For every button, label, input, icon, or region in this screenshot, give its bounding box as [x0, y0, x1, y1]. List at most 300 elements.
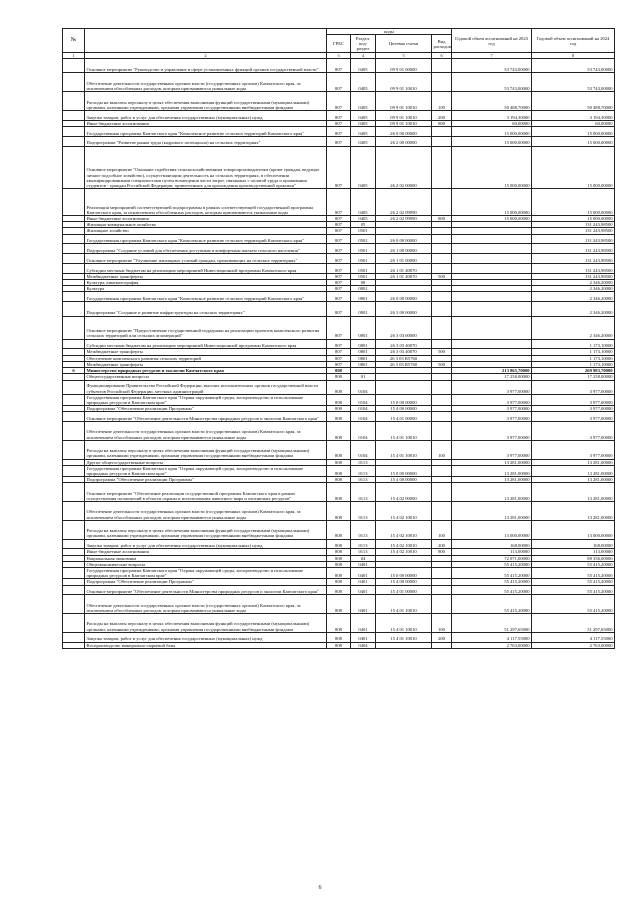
row-amount-2023: [452, 264, 532, 274]
row-amount-2023: 2 763,00000: [452, 642, 532, 648]
index-cell: 6: [432, 53, 452, 59]
row-razdel: 0113: [351, 483, 376, 502]
row-number: [63, 254, 85, 264]
row-amount-2023: [452, 339, 532, 349]
row-razdel: 0801: [351, 286, 376, 292]
row-number: [63, 412, 85, 422]
row-expense-type: [432, 394, 452, 405]
row-razdel: 0501: [351, 254, 376, 264]
row-amount-2024: 50 488,70000: [532, 92, 615, 111]
row-expense-type: [432, 234, 452, 244]
row-expense-type: [432, 302, 452, 316]
row-amount-2023: 13 281,00000: [452, 459, 532, 465]
row-amount-2023: 13 281,00000: [452, 502, 532, 521]
row-name: Обеспечение комплексного развития сельских территорий: [85, 355, 327, 361]
row-expense-type: 200: [432, 632, 452, 642]
row-amount-2024: 55 415,20000: [532, 561, 615, 567]
table-row: [63, 394, 615, 405]
row-amount-2023: 3 977,00000: [452, 422, 532, 441]
table-row: [63, 339, 615, 349]
row-amount-2024: 55 415,20000: [532, 567, 615, 578]
row-name: Межбюджетные трансферты: [85, 361, 327, 367]
row-grbs: 808: [327, 520, 351, 539]
row-razdel: 0401: [351, 567, 376, 578]
table-row: [63, 73, 615, 92]
row-razdel: 08: [351, 280, 376, 286]
row-grbs: 808: [327, 380, 351, 394]
row-target-article: 15 4 02 10010: [376, 520, 432, 539]
row-grbs: 807: [327, 73, 351, 92]
row-razdel: 0405: [351, 126, 376, 136]
row-expense-type: 500: [432, 361, 452, 367]
row-amount-2024: 131 243,98500: [532, 228, 615, 234]
row-name: Иные бюджетные ассигнования: [85, 216, 327, 222]
row-target-article: 15 4 01 10010: [376, 614, 432, 633]
row-razdel: 0401: [351, 614, 376, 633]
row-target-article: 15 4 01 10010: [376, 422, 432, 441]
row-grbs: 808: [327, 549, 351, 555]
row-grbs: 808: [327, 422, 351, 441]
table-row: [63, 244, 615, 254]
row-name: Общеэкономические вопросы: [85, 561, 327, 567]
table-row: [63, 59, 615, 73]
row-grbs: 808: [327, 368, 351, 374]
row-grbs: 807: [327, 146, 351, 189]
row-target-article: 26 3 03 40070: [376, 339, 432, 349]
row-name: Другие общегосударственные вопросы: [85, 459, 327, 465]
row-expense-type: [432, 244, 452, 254]
row-name: Государственная программа Камчатского края "Охрана окружающей среды, воспроизводство и использование природных ресурсов в Камчатском крае": [85, 567, 327, 578]
row-number: [63, 632, 85, 642]
row-amount-2024: 15 000,00000: [532, 136, 615, 146]
row-amount-2024: 13 281,00000: [532, 459, 615, 465]
table-row: [63, 136, 615, 146]
row-amount-2023: 55 415,20000: [452, 567, 532, 578]
index-cell: 4: [351, 53, 376, 59]
row-grbs: 808: [327, 567, 351, 578]
row-target-article: 26 1 00 00000: [376, 244, 432, 254]
row-amount-2024: 2 346,20000: [532, 280, 615, 286]
row-grbs: 807: [327, 126, 351, 136]
row-name: Обеспечение деятельности государственных органов власти (государственных органов) Камчатского края, за исключением обособленных расходов, которым присваиваются уникальные коды: [85, 73, 327, 92]
row-razdel: 0801: [351, 302, 376, 316]
row-razdel: 0405: [351, 120, 376, 126]
row-target-article: 15 0 00 00000: [376, 567, 432, 578]
row-grbs: 808: [327, 477, 351, 483]
table-row: [63, 567, 615, 578]
row-target-article: 15 4 02 10010: [376, 549, 432, 555]
row-razdel: 0405: [351, 136, 376, 146]
row-grbs: 807: [327, 189, 351, 216]
row-razdel: 0404: [351, 642, 376, 648]
index-cell: 7: [452, 53, 532, 59]
row-grbs: 808: [327, 412, 351, 422]
row-expense-type: 500: [432, 349, 452, 355]
row-name: Обеспечение деятельности государственных органов власти (государственных органов) Камчатского края, за исключением обособленных расходов, которым присваиваются уникальные коды: [85, 422, 327, 441]
row-amount-2024: 131 243,98500: [532, 244, 615, 254]
row-amount-2023: [452, 244, 532, 254]
row-razdel: 0501: [351, 264, 376, 274]
row-expense-type: 500: [432, 273, 452, 279]
row-amount-2023: 3 977,00000: [452, 380, 532, 394]
table-row: [63, 632, 615, 642]
row-grbs: 807: [327, 349, 351, 355]
row-razdel: 0113: [351, 502, 376, 521]
row-expense-type: [432, 339, 452, 349]
row-number: [63, 380, 85, 394]
row-razdel: 0501: [351, 244, 376, 254]
row-number: [63, 189, 85, 216]
row-name: Функционирование Правительства Российской Федерации, высших исполнительных органов государственной власти субъектов Российской Федерации, местных администраций: [85, 380, 327, 394]
row-expense-type: [432, 585, 452, 595]
row-expense-type: [432, 73, 452, 92]
row-amount-2024: 2 763,00000: [532, 642, 615, 648]
row-name: Воспроизводство минерально-сырьевой базы: [85, 642, 327, 648]
row-expense-type: [432, 136, 452, 146]
row-razdel: 0501: [351, 228, 376, 234]
row-razdel: 0405: [351, 189, 376, 216]
row-amount-2024: 131 243,98500: [532, 234, 615, 244]
row-name: Жилищное хозяйство: [85, 228, 327, 234]
row-name: Закупка товаров, работ и услуг для обеспечения государственных (муниципальных) нужд: [85, 632, 327, 642]
row-target-article: 15 4 00 00000: [376, 579, 432, 585]
row-expense-type: 100: [432, 614, 452, 633]
table-row: [63, 264, 615, 274]
row-amount-2024: 15 000,00000: [532, 216, 615, 222]
row-grbs: 807: [327, 222, 351, 228]
row-razdel: 0113: [351, 539, 376, 549]
row-razdel: 0401: [351, 595, 376, 614]
row-razdel: 01: [351, 374, 376, 380]
row-amount-2023: 53 743,00000: [452, 59, 532, 73]
row-razdel: 05: [351, 222, 376, 228]
row-grbs: 808: [327, 642, 351, 648]
row-expense-type: [432, 146, 452, 189]
row-grbs: 808: [327, 406, 351, 412]
row-razdel: 04: [351, 555, 376, 561]
row-number: [63, 440, 85, 459]
row-amount-2024: 2 346,20000: [532, 316, 615, 339]
row-amount-2024: 269 983,70000: [532, 368, 615, 374]
row-expense-type: 100: [432, 520, 452, 539]
row-target-article: [376, 380, 432, 394]
row-amount-2024: 3 977,00000: [532, 440, 615, 459]
row-number: [63, 394, 85, 405]
row-grbs: 807: [327, 234, 351, 244]
row-amount-2024: 53 743,00000: [532, 59, 615, 73]
row-name: Расходы на выплаты персоналу в целях обеспечения выполнения функций государственными (муниципальными) органами, казенными учреждениями, органами управления государственными внебюджетными фондами: [85, 440, 327, 459]
row-number: [63, 302, 85, 316]
row-amount-2024: 1 173,10000: [532, 339, 615, 349]
row-expense-type: [432, 567, 452, 578]
row-amount-2024: 13 281,00000: [532, 483, 615, 502]
row-name: Государственная программа Камчатского края "Комплексное развитие сельских территорий Камчатского края": [85, 126, 327, 136]
row-target-article: 26 3 00 00000: [376, 302, 432, 316]
row-expense-type: [432, 264, 452, 274]
row-target-article: 15 4 01 10010: [376, 440, 432, 459]
row-razdel: 0104: [351, 440, 376, 459]
row-expense-type: [432, 380, 452, 394]
row-number: [63, 92, 85, 111]
row-amount-2023: 3 194,30000: [452, 110, 532, 120]
row-target-article: 26 2 02 09990: [376, 216, 432, 222]
row-name: Культура, кинематография: [85, 280, 327, 286]
row-number: [63, 264, 85, 274]
row-amount-2024: 1 173,10000: [532, 355, 615, 361]
row-expense-type: [432, 126, 452, 136]
row-amount-2024: 2 346,20000: [532, 302, 615, 316]
row-amount-2023: [452, 302, 532, 316]
row-grbs: 807: [327, 361, 351, 367]
row-number: [63, 339, 85, 349]
row-grbs: 808: [327, 595, 351, 614]
row-grbs: 807: [327, 286, 351, 292]
row-amount-2023: 50 488,70000: [452, 92, 532, 111]
row-razdel: 0104: [351, 412, 376, 422]
row-razdel: 0401: [351, 632, 376, 642]
row-target-article: 15 0 00 00000: [376, 394, 432, 405]
row-amount-2023: 55 415,20000: [452, 595, 532, 614]
row-amount-2023: 55 415,20000: [452, 585, 532, 595]
row-number: [63, 234, 85, 244]
row-grbs: 808: [327, 585, 351, 595]
row-amount-2023: 113,00000: [452, 549, 532, 555]
row-name: Министерство природных ресурсов и экологии Камчатского края: [85, 368, 327, 374]
row-amount-2023: 3 977,00000: [452, 412, 532, 422]
row-target-article: 09 9 01 10010: [376, 110, 432, 120]
row-expense-type: [432, 422, 452, 441]
row-amount-2024: 1 173,10000: [532, 361, 615, 367]
table-row: [63, 483, 615, 502]
row-amount-2024: 4 117,55000: [532, 632, 615, 642]
row-grbs: 808: [327, 394, 351, 405]
row-name: Обеспечение деятельности государственных органов власти (государственных органов) Камчатского края, за исключением обособленных расходов, которым присваиваются уникальные коды: [85, 502, 327, 521]
row-grbs: 807: [327, 244, 351, 254]
row-razdel: 0801: [351, 292, 376, 302]
index-cell: 5: [376, 53, 432, 59]
row-amount-2024: 88 356,00000: [532, 555, 615, 561]
row-target-article: 09 9 01 10010: [376, 73, 432, 92]
row-amount-2023: 168,00000: [452, 539, 532, 549]
row-expense-type: 200: [432, 539, 452, 549]
table-row: [63, 502, 615, 521]
row-grbs: 808: [327, 539, 351, 549]
row-number: [63, 59, 85, 73]
row-grbs: 808: [327, 555, 351, 561]
row-target-article: 26 3 03 40070: [376, 349, 432, 355]
row-name: Закупка товаров, работ и услуг для обеспечения государственных (муниципальных) нужд: [85, 110, 327, 120]
row-grbs: 807: [327, 280, 351, 286]
row-number: [63, 73, 85, 92]
row-amount-2024: 131 243,98500: [532, 254, 615, 264]
row-grbs: 807: [327, 110, 351, 120]
row-expense-type: [432, 316, 452, 339]
row-number: [63, 614, 85, 633]
row-grbs: 807: [327, 228, 351, 234]
row-number: [63, 567, 85, 578]
row-amount-2024: 15 000,00000: [532, 146, 615, 189]
row-amount-2023: 3 977,00000: [452, 406, 532, 412]
row-name: Подпрограмма "Создание условий для обеспечения доступным и комфортным жильем сельского населения": [85, 244, 327, 254]
row-expense-type: [432, 502, 452, 521]
row-name: Подпрограмма "Обеспечение реализации Программы": [85, 477, 327, 483]
row-grbs: 808: [327, 440, 351, 459]
header-2023: Годовой объем ассигнований на 2023 год: [452, 29, 532, 53]
row-number: [63, 465, 85, 476]
row-amount-2023: 72 071,00000: [452, 555, 532, 561]
row-name: Основное мероприятие "Оказание содействия сельскохозяйственным товаропроизводителям (кроме граждан, ведущих личное подсобное хозяйство), осуществляющим деятельность на сельских территориях, в обеспечении квалифицированными специалистами путем возмещения части затрат, связанных с оплатой труда и проживания студентов - граждан Российской Федерации, привлеченных для прохождения производственной практики": [85, 146, 327, 189]
row-razdel: 0801: [351, 339, 376, 349]
row-grbs: 807: [327, 273, 351, 279]
table-row: [63, 585, 615, 595]
row-target-article: 26 0 00 00000: [376, 234, 432, 244]
row-expense-type: 800: [432, 549, 452, 555]
table-row: [63, 520, 615, 539]
row-amount-2024: 15 000,00000: [532, 126, 615, 136]
row-name: Субсидии местным бюджетам на реализацию мероприятий Инвестиционной программы Камчатского края: [85, 339, 327, 349]
row-target-article: 26 2 00 00000: [376, 136, 432, 146]
row-amount-2024: 55 415,20000: [532, 585, 615, 595]
row-grbs: 807: [327, 339, 351, 349]
table-row: [63, 539, 615, 549]
row-amount-2023: 13 281,00000: [452, 465, 532, 476]
row-amount-2024: 3 977,00000: [532, 380, 615, 394]
table-row: [63, 110, 615, 120]
row-amount-2024: 131 243,98500: [532, 222, 615, 228]
row-name: Основное мероприятие "Обеспечение деятельности Министерства природных ресурсов и экологии Камчатского края": [85, 412, 327, 422]
row-target-article: [376, 642, 432, 648]
row-target-article: 26 1 01 00000: [376, 254, 432, 264]
table-row: [63, 302, 615, 316]
row-amount-2024: 131 243,98500: [532, 264, 615, 274]
row-amount-2023: 13 281,00000: [452, 477, 532, 483]
row-razdel: 0104: [351, 422, 376, 441]
header-vid: Вид расходов: [432, 35, 452, 53]
row-amount-2024: 3 977,00000: [532, 412, 615, 422]
row-amount-2024: 60,00000: [532, 120, 615, 126]
table-row: [63, 146, 615, 189]
row-grbs: 807: [327, 292, 351, 302]
row-name: Иные бюджетные ассигнования: [85, 549, 327, 555]
row-grbs: 808: [327, 614, 351, 633]
index-cell: 2: [85, 53, 327, 59]
row-expense-type: [432, 189, 452, 216]
row-amount-2024: 55 415,20000: [532, 595, 615, 614]
header-grbs: ГРБС: [327, 35, 351, 53]
row-name: Подпрограмма "Обеспечение реализации Программы": [85, 579, 327, 585]
row-number: [63, 539, 85, 549]
row-amount-2023: 3 977,00000: [452, 440, 532, 459]
row-amount-2024: 2 346,20000: [532, 286, 615, 292]
row-expense-type: [432, 595, 452, 614]
row-target-article: 26 2 02 09990: [376, 189, 432, 216]
row-name: Расходы на выплаты персоналу в целях обеспечения выполнения функций государственными (муниципальными) органами, казенными учреждениями, органами управления государственными внебюджетными фондами: [85, 92, 327, 111]
row-razdel: 0104: [351, 380, 376, 394]
row-amount-2024: 2 346,20000: [532, 292, 615, 302]
row-name: Культура: [85, 286, 327, 292]
row-amount-2023: 3 977,00000: [452, 394, 532, 405]
row-razdel: 0801: [351, 361, 376, 367]
row-number: [63, 146, 85, 189]
row-grbs: 808: [327, 465, 351, 476]
row-expense-type: [432, 642, 452, 648]
row-number: [63, 595, 85, 614]
row-target-article: 09 9 01 00000: [376, 59, 432, 73]
row-amount-2024: 3 977,00000: [532, 406, 615, 412]
table-row: [63, 412, 615, 422]
row-grbs: 807: [327, 254, 351, 264]
row-expense-type: 800: [432, 216, 452, 222]
row-target-article: 15 4 01 00000: [376, 412, 432, 422]
row-name: Подпрограмма "Развитие рынка труда (кадрового потенциала) на сельских территориях": [85, 136, 327, 146]
row-grbs: 808: [327, 561, 351, 567]
row-grbs: 808: [327, 483, 351, 502]
row-razdel: 0104: [351, 406, 376, 412]
row-razdel: 0401: [351, 579, 376, 585]
row-target-article: 26 3 03 R5760: [376, 355, 432, 361]
row-expense-type: [432, 292, 452, 302]
row-razdel: 0801: [351, 355, 376, 361]
row-amount-2024: 13 281,00000: [532, 502, 615, 521]
row-name: Государственная программа Камчатского края "Охрана окружающей среды, воспроизводство и использование природных ресурсов в Камчатском крае": [85, 465, 327, 476]
row-amount-2023: 15 000,00000: [452, 189, 532, 216]
row-amount-2024: 13 281,00000: [532, 477, 615, 483]
row-amount-2024: 51 297,65000: [532, 614, 615, 633]
row-target-article: 26 0 00 00000: [376, 126, 432, 136]
row-target-article: 26 2 02 00000: [376, 146, 432, 189]
row-number: [63, 110, 85, 120]
header-name: [85, 29, 327, 53]
table-row: [63, 614, 615, 633]
row-name: Субсидии местным бюджетам на реализацию мероприятий Инвестиционной программы Камчатского края: [85, 264, 327, 274]
row-name: Межбюджетные трансферты: [85, 273, 327, 279]
row-razdel: 0113: [351, 465, 376, 476]
row-number: [63, 520, 85, 539]
row-razdel: 0104: [351, 394, 376, 405]
row-number: [63, 126, 85, 136]
row-grbs: 807: [327, 316, 351, 339]
row-number: [63, 136, 85, 146]
header-num: №: [63, 29, 85, 53]
row-target-article: 15 0 00 00000: [376, 465, 432, 476]
table-row: [63, 422, 615, 441]
row-amount-2023: 4 117,55000: [452, 632, 532, 642]
row-grbs: 807: [327, 136, 351, 146]
header-codes: коды: [327, 29, 452, 35]
row-name: Расходы на выплаты персоналу в целях обеспечения выполнения функций государственными (муниципальными) органами, казенными учреждениями, органами управления государственными внебюджетными фондами: [85, 614, 327, 633]
row-name: Жилищно-коммунальное хозяйство: [85, 222, 327, 228]
row-target-article: 26 1 01 40070: [376, 264, 432, 274]
row-number: [63, 292, 85, 302]
row-amount-2024: 55 415,20000: [532, 579, 615, 585]
row-grbs: 808: [327, 632, 351, 642]
row-razdel: 0405: [351, 59, 376, 73]
row-amount-2023: 213 865,70000: [452, 368, 532, 374]
row-number: [63, 502, 85, 521]
table-row: [63, 254, 615, 264]
row-name: Основное мероприятие "Улучшение жилищных условий граждан, проживающих на сельских территориях": [85, 254, 327, 264]
row-expense-type: [432, 254, 452, 264]
row-amount-2023: 15 000,00000: [452, 126, 532, 136]
row-name: Основное мероприятие "Обеспечение реализации государственной программы Камчатского края в рамках осуществления полномочий в области охраны и использования животного мира и охотничьих ресурсов": [85, 483, 327, 502]
row-expense-type: 200: [432, 110, 452, 120]
table-row: [63, 292, 615, 302]
row-number: [63, 642, 85, 648]
page-number: 6: [318, 885, 322, 891]
row-grbs: 807: [327, 59, 351, 73]
row-amount-2024: 17 258,00000: [532, 374, 615, 380]
row-amount-2024: 3 194,30000: [532, 110, 615, 120]
